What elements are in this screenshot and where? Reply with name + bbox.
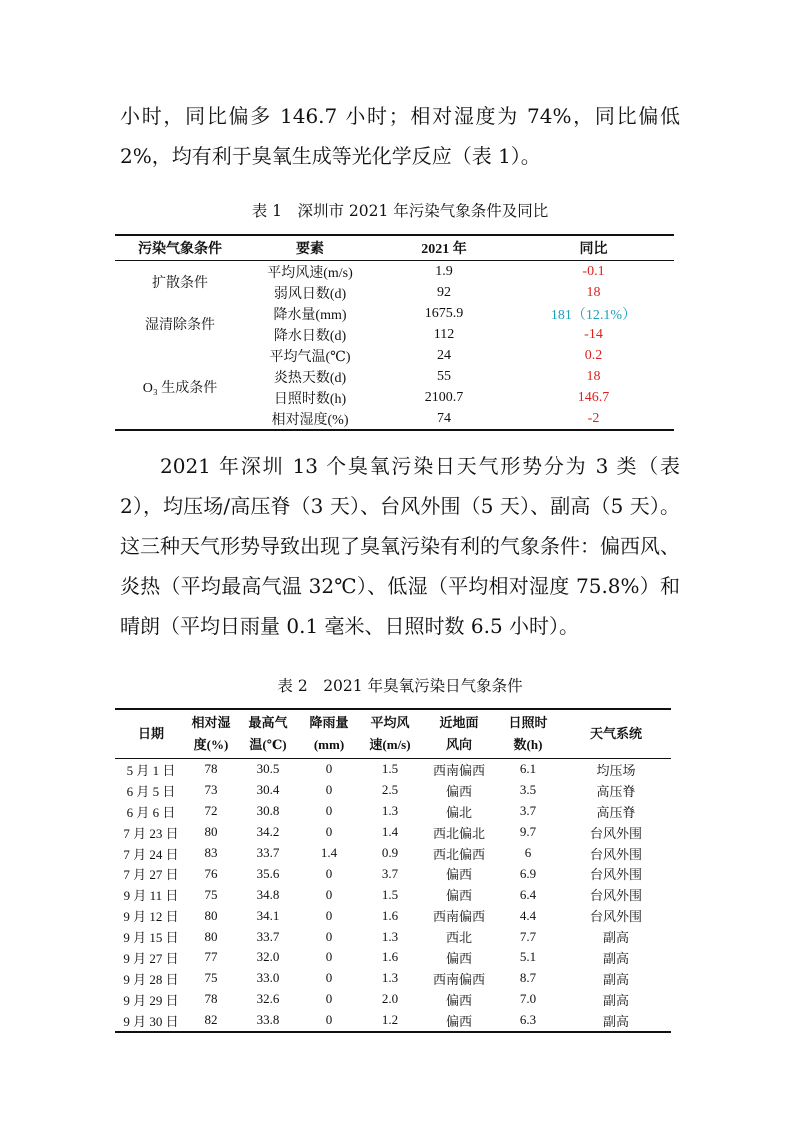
wind-speed-cell: 1.2 (381, 1012, 399, 1028)
table2-header-line1: 最高气 (248, 715, 288, 730)
table-row (115, 863, 671, 884)
weather-system-cell: 副高 (602, 950, 629, 966)
table2-header-line2: 温(℃) (249, 737, 287, 752)
date-cell: 7 月 27 日 (123, 867, 179, 883)
wind-direction-cell: 偏北 (445, 804, 472, 820)
weather-system-cell: 副高 (602, 930, 629, 946)
wind-speed-cell: 0.9 (381, 845, 399, 860)
humidity-cell: 75 (204, 970, 218, 986)
table2-header-line1: 日期 (137, 726, 164, 741)
wind-direction-cell: 西南偏西 (432, 762, 485, 778)
max-temp-cell: 35.6 (256, 865, 280, 881)
value-cell: 74 (437, 410, 451, 426)
rainfall-cell: 0 (325, 865, 333, 881)
table-row (115, 905, 671, 926)
humidity-cell: 83 (204, 845, 218, 860)
date-cell: 9 月 12 日 (123, 909, 179, 925)
yoy-cell: 181（12.1%） (550, 307, 637, 323)
date-cell: 7 月 23 日 (123, 825, 179, 841)
sunshine-cell: 8.7 (519, 970, 537, 986)
date-cell: 9 月 28 日 (123, 971, 179, 987)
element-cell: 炎热天数(d) (273, 370, 347, 386)
table2-header-row (115, 709, 671, 759)
humidity-cell: 80 (204, 907, 218, 923)
value-cell: 112 (433, 326, 455, 342)
yoy-cell: 146.7 (577, 389, 610, 405)
table-row (115, 822, 671, 843)
weather-system-cell: 台风外围 (589, 888, 642, 904)
table2 (115, 708, 671, 1033)
weather-system-cell: 副高 (602, 992, 629, 1008)
table2-header-line1: 降雨量 (309, 715, 349, 730)
weather-system-cell: 高压脊 (596, 783, 636, 799)
weather-system-cell: 高压脊 (596, 804, 636, 820)
humidity-cell: 72 (204, 803, 218, 819)
wind-direction-cell: 西北偏西 (432, 846, 485, 862)
table-row (115, 261, 674, 283)
rainfall-cell: 0 (325, 949, 333, 965)
sunshine-cell: 6.3 (519, 1012, 537, 1028)
table2-header (235, 709, 301, 759)
rainfall-cell: 0 (325, 1012, 333, 1028)
table2-header-line1: 天气系统 (589, 726, 642, 741)
wind-direction-cell: 西南偏西 (432, 971, 485, 987)
humidity-cell: 80 (204, 928, 218, 944)
rainfall-cell: 0 (325, 761, 333, 777)
paragraph-intro: 小时，同比偏多 146.7 小时；相对湿度为 74%，同比偏低 2%，均有利于臭氧生成等光化学反应（表 1）。 (120, 104, 680, 168)
value-cell: 55 (437, 368, 451, 384)
yoy-cell: 18 (586, 284, 601, 300)
wind-speed-cell: 1.3 (381, 803, 399, 819)
rainfall-cell: 0 (325, 824, 333, 840)
element-cell: 相对湿度(%) (271, 412, 349, 428)
max-temp-cell: 30.5 (256, 761, 280, 777)
table2-header (115, 709, 187, 759)
value-cell: 2100.7 (424, 389, 464, 405)
table2-header-line2: 数(h) (513, 737, 543, 752)
paragraph-weather-patterns: 2021 年深圳 13 个臭氧污染日天气形势分为 3 类（表 2），均压场/高压脊（3 天）、台风外围（5 天）、副高（5 天）。这三种天气形势导致出现了臭氧污染有利的气象条件：偏西风、炎热（平均最高气温 32℃）、低湿（平均相对湿度 75.8%）和晴朗（平均日雨量 0.1 毫米、日照时数 6.5 小时）。 (120, 454, 680, 638)
sunshine-cell: 3.7 (519, 803, 537, 819)
wind-speed-cell: 1.6 (381, 949, 399, 965)
humidity-cell: 78 (204, 761, 218, 777)
rainfall-cell: 0 (325, 907, 333, 923)
table2-header (561, 709, 671, 759)
rainfall-cell: 0 (325, 886, 333, 902)
wind-direction-cell: 偏西 (445, 783, 472, 799)
group-label: 湿清除条件 (145, 318, 215, 333)
table2-header-line1: 平均风 (370, 715, 410, 730)
date-cell: 9 月 27 日 (123, 950, 179, 966)
rainfall-cell: 0 (325, 803, 333, 819)
table-row (115, 968, 671, 989)
date-cell: 9 月 30 日 (123, 1013, 179, 1029)
table2-header (423, 709, 495, 759)
sunshine-cell: 6.9 (519, 865, 537, 881)
wind-speed-cell: 1.5 (381, 761, 399, 777)
max-temp-cell: 30.8 (256, 803, 280, 819)
table1-header: 2021 年 (375, 235, 513, 261)
weather-system-cell: 均压场 (596, 762, 636, 778)
table2-header-line2: 风向 (445, 737, 472, 752)
max-temp-cell: 32.6 (256, 991, 280, 1007)
rainfall-cell: 0 (325, 991, 333, 1007)
max-temp-cell: 33.0 (256, 970, 280, 986)
group-label: 扩散条件 (152, 276, 208, 291)
wind-speed-cell: 2.0 (381, 991, 399, 1007)
sunshine-cell: 6.1 (519, 761, 537, 777)
table-row (115, 1010, 671, 1032)
yoy-cell: -14 (584, 326, 603, 342)
rainfall-cell: 0 (325, 970, 333, 986)
wind-direction-cell: 偏西 (445, 1013, 472, 1029)
table-row (115, 843, 671, 864)
wind-direction-cell: 偏西 (445, 888, 472, 904)
humidity-cell: 76 (204, 865, 218, 881)
element-cell: 平均气温(℃) (269, 349, 351, 365)
element-cell: 平均风速(m/s) (267, 265, 353, 281)
weather-system-cell: 台风外围 (589, 825, 642, 841)
yoy-cell: 18 (586, 368, 601, 384)
table2-header (301, 709, 357, 759)
humidity-cell: 75 (204, 886, 218, 902)
max-temp-cell: 33.7 (256, 845, 280, 860)
sunshine-cell: 6.4 (519, 886, 537, 902)
wind-speed-cell: 1.6 (381, 907, 399, 923)
value-cell: 92 (437, 284, 451, 300)
weather-system-cell: 台风外围 (589, 909, 642, 925)
table-row (115, 801, 671, 822)
wind-speed-cell: 1.3 (381, 970, 399, 986)
table-row (115, 345, 674, 366)
wind-direction-cell: 偏西 (445, 950, 472, 966)
table2-header-line2: 度(%) (193, 737, 229, 752)
table2-header (187, 709, 235, 759)
wind-direction-cell: 西北 (445, 930, 472, 946)
wind-direction-cell: 西南偏西 (432, 909, 485, 925)
rainfall-cell: 1.4 (320, 845, 338, 860)
weather-system-cell: 台风外围 (589, 846, 642, 862)
table-row (115, 884, 671, 905)
wind-direction-cell: 偏西 (445, 992, 472, 1008)
max-temp-cell: 33.7 (256, 928, 280, 944)
value-cell: 1.9 (435, 263, 453, 279)
value-cell: 24 (437, 347, 451, 363)
element-cell: 降水量(mm) (273, 307, 347, 323)
table2-header (357, 709, 423, 759)
max-temp-cell: 34.2 (256, 824, 280, 840)
humidity-cell: 77 (204, 949, 218, 965)
date-cell: 5 月 1 日 (126, 762, 176, 778)
sunshine-cell: 6 (524, 845, 532, 860)
table2-header-line1: 相对湿 (191, 715, 231, 730)
max-temp-cell: 34.8 (256, 886, 280, 902)
wind-speed-cell: 2.5 (381, 782, 399, 798)
humidity-cell: 80 (204, 824, 218, 840)
table1-header: 要素 (245, 235, 375, 261)
wind-speed-cell: 3.7 (381, 865, 399, 881)
table1-header: 同比 (513, 235, 674, 261)
wind-direction-cell: 偏西 (445, 867, 472, 883)
table-row (115, 780, 671, 801)
weather-system-cell: 副高 (602, 971, 629, 987)
max-temp-cell: 30.4 (256, 782, 280, 798)
value-cell: 1675.9 (424, 305, 464, 321)
max-temp-cell: 33.8 (256, 1012, 280, 1028)
humidity-cell: 73 (204, 782, 218, 798)
yoy-cell: -0.1 (582, 263, 605, 279)
humidity-cell: 82 (204, 1012, 218, 1028)
yoy-cell: 0.2 (584, 347, 603, 363)
weather-system-cell: 副高 (602, 1013, 629, 1029)
element-cell: 日照时数(h) (273, 391, 347, 407)
date-cell: 9 月 29 日 (123, 992, 179, 1008)
wind-speed-cell: 1.5 (381, 886, 399, 902)
max-temp-cell: 32.0 (256, 949, 280, 965)
date-cell: 7 月 24 日 (123, 846, 179, 862)
table-row (115, 947, 671, 968)
date-cell: 6 月 6 日 (126, 804, 176, 820)
element-cell: 降水日数(d) (273, 328, 347, 344)
wind-speed-cell: 1.3 (381, 928, 399, 944)
sunshine-cell: 5.1 (519, 949, 537, 965)
yoy-cell: -2 (587, 410, 600, 426)
sunshine-cell: 9.7 (519, 824, 537, 840)
table2-header (495, 709, 561, 759)
max-temp-cell: 34.1 (256, 907, 280, 923)
table-row (115, 926, 671, 947)
table1-header-row (115, 235, 674, 261)
weather-system-cell: 台风外围 (589, 867, 642, 883)
wind-speed-cell: 1.4 (381, 824, 399, 840)
table2-caption: 表 2 2021 年臭氧污染日气象条件 (277, 677, 523, 695)
table2-header-line2: (mm) (313, 737, 345, 752)
rainfall-cell: 0 (325, 928, 333, 944)
table-row (115, 303, 674, 324)
sunshine-cell: 3.5 (519, 782, 537, 798)
date-cell: 6 月 5 日 (126, 783, 176, 799)
group-label: O₃ 生成条件 (142, 381, 218, 396)
humidity-cell: 78 (204, 991, 218, 1007)
date-cell: 9 月 11 日 (123, 888, 179, 904)
table2-header-line1: 日照时 (508, 715, 548, 730)
sunshine-cell: 7.7 (519, 928, 537, 944)
table-row (115, 989, 671, 1010)
element-cell: 弱风日数(d) (273, 286, 347, 302)
date-cell: 9 月 15 日 (123, 930, 179, 946)
table2-header-line1: 近地面 (439, 715, 479, 730)
wind-direction-cell: 西北偏北 (432, 825, 485, 841)
sunshine-cell: 7.0 (519, 991, 537, 1007)
table1-caption: 表 1 深圳市 2021 年污染气象条件及同比 (251, 202, 549, 220)
table-row (115, 759, 671, 780)
table1-header: 污染气象条件 (115, 235, 245, 261)
table1 (115, 234, 674, 431)
sunshine-cell: 4.4 (519, 907, 537, 923)
rainfall-cell: 0 (325, 782, 333, 798)
table2-header-line2: 速(m/s) (369, 737, 411, 752)
